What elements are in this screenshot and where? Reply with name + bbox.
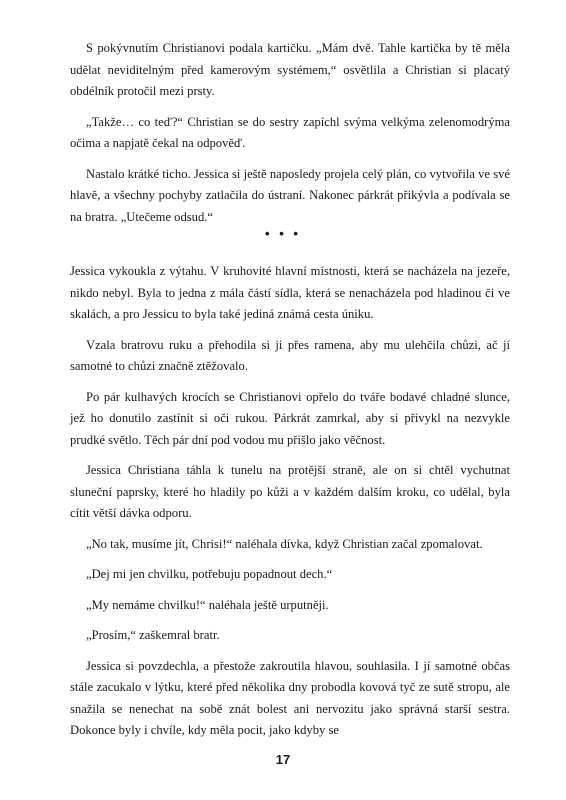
section-1-text — [70, 38, 510, 237]
paragraph: S pokývnutím Christianovi podala kartičku. „Mám dvě. Tahle kartička by tě měla udělat neviditelným před kamerovým systémem,“ osvětlila a Christian si placatý obdélník protočil mezi prsty. — [70, 41, 510, 98]
section-separator: • • • — [265, 226, 301, 241]
paragraph: Po pár kulhavých krocích se Christianovi opřelo do tváře bodavé chladné slunce, jež ho donutilo zastínit si oči rukou. Párkrát zamrkal, aby si přivykl na nezvykle prudké světlo. Těch pár dní pod vodou mu přišlo jako věčnost. — [70, 389, 510, 447]
paragraph: „My nemáme chvilku!“ naléhala ještě urputněji. — [86, 597, 329, 612]
paragraph: „No tak, musíme jít, Chrisi!“ naléhala dívka, když Christian začal zpomalovat. — [86, 536, 483, 551]
paragraph: Jessica Christiana táhla k tunelu na protější straně, ale on si chtěl vychutnat sluneční paprsky, které ho hladily po kůži a v každém dalším kroku, co udělal, byla cítit větší dávka odporu. — [70, 463, 510, 520]
paragraph: Jessica vykoukla z výtahu. V kruhovité hlavní místnosti, která se nacházela na jezeře, nikdo nebyl. Byla to jedna z mála částí sídla, která se nenacházela pod hladinou či ve skalách, a pro Jessicu to byla také jediná známá cesta úniku. — [70, 264, 510, 321]
page-number: 17 — [275, 752, 291, 767]
paragraph: „Dej mi jen chvilku, potřebuju popadnout dech.“ — [86, 567, 333, 581]
section-2-text — [70, 261, 510, 751]
paragraph: „Takže… co teď?“ Christian se do sestry zapíchl svýma velkýma zelenomodrýma očima a napjatě čekal na odpověď. — [70, 114, 510, 150]
paragraph: „Prosím,“ zaškemral bratr. — [86, 628, 220, 642]
paragraph: Jessica si povzdechla, a přestože zakroutila hlavou, souhlasila. I jí samotné občas stále zacukalo v lýtku, které před několika dny probodla kovová tyč ze sutě stropu, ale snažila se nenechat na sobě znát bolest ani nervozitu jako správná starší sestra. Dokonce byly i chvíle, kdy měla pocit, jako kdyby se — [70, 658, 510, 737]
paragraph: Nastalo krátké ticho. Jessica si ještě naposledy projela celý plán, co vytvořila ve své hlavě, a všechny pochyby zatlačila do ústraní. Nakonec párkrát přikývla a podívala se na bratra. „Utečeme odsud.“ — [70, 166, 510, 224]
paragraph: Vzala bratrovu ruku a přehodila si ji přes ramena, aby mu ulehčila chůzi, ač jí samotné to chůzi značně ztěžovalo. — [70, 337, 510, 373]
